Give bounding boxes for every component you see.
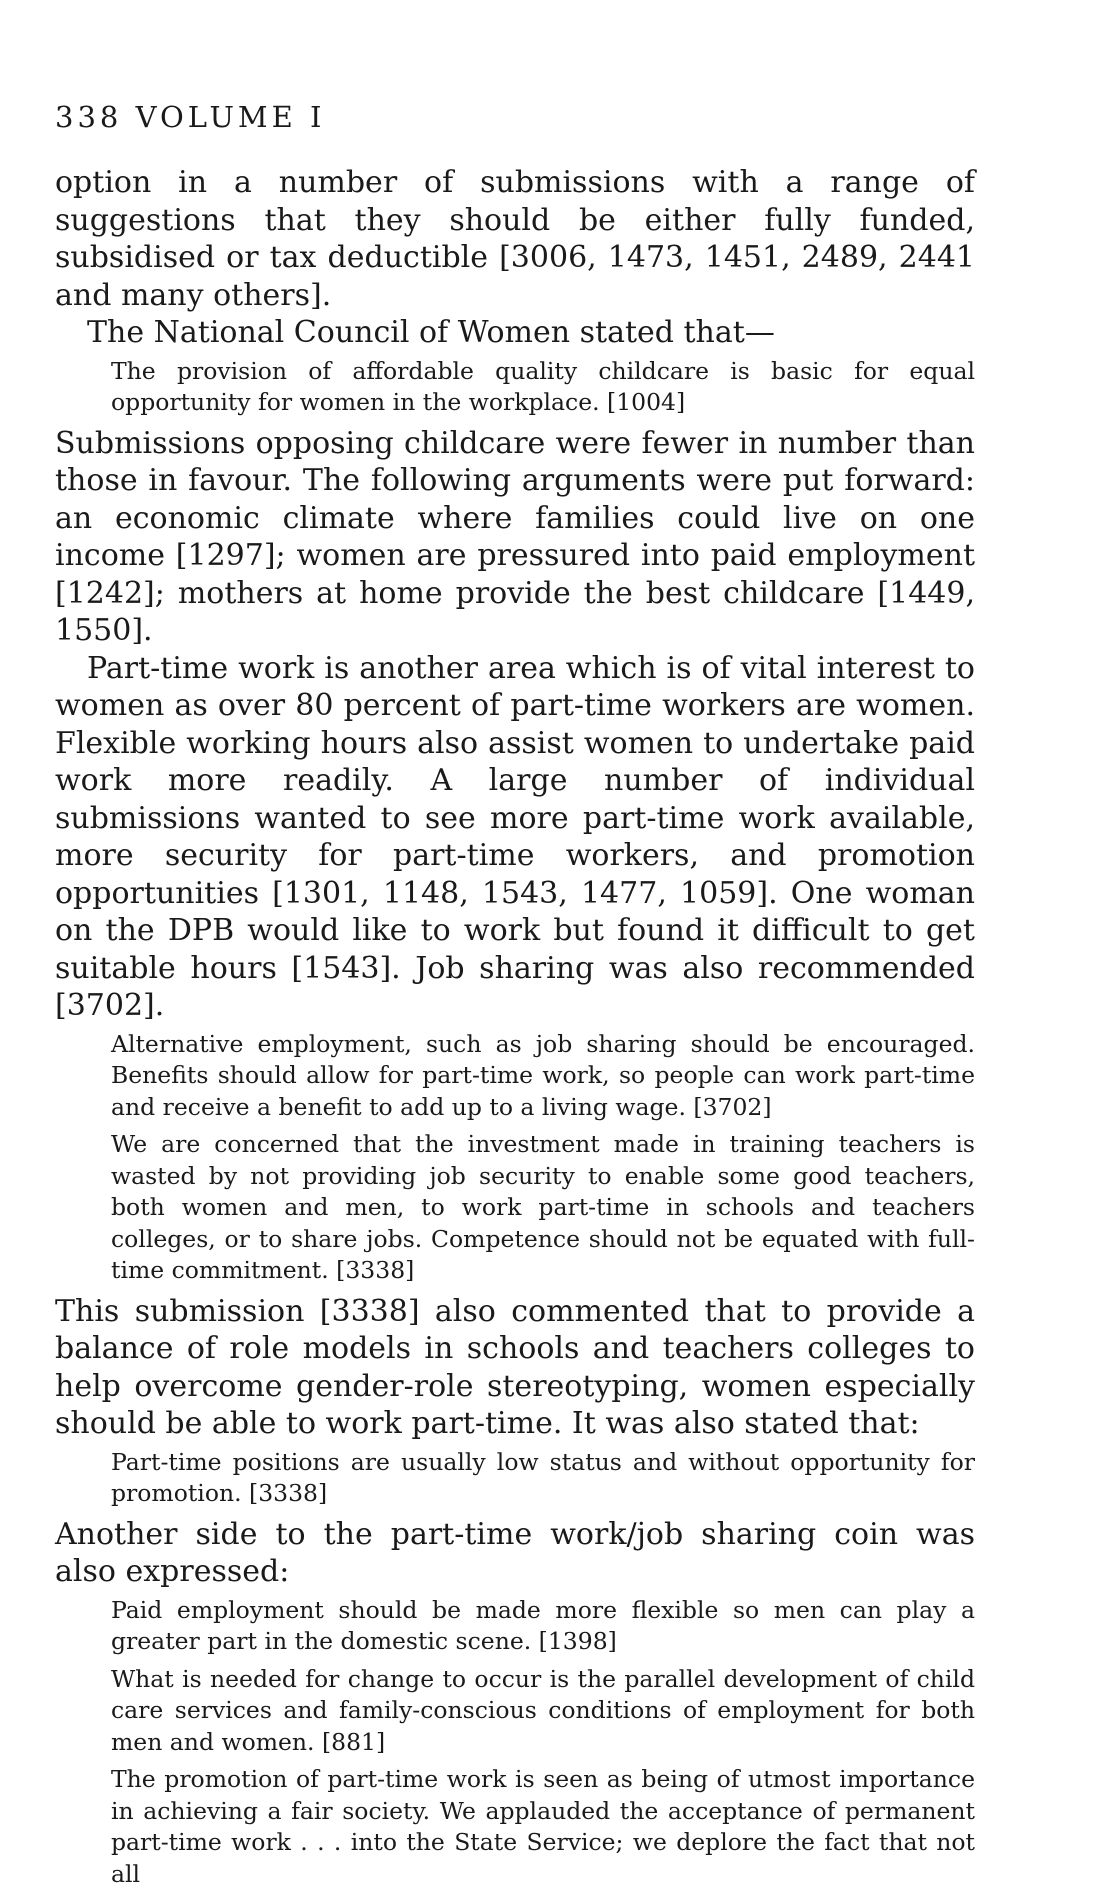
document-page <box>55 100 975 1896</box>
running-head <box>55 100 975 134</box>
quote-6: What is needed for change to occur is the parallel development of child care services and family-conscious conditions of employment for both men and women. [881] <box>111 1664 975 1756</box>
quote-4: Part-time positions are usually low status and without opportunity for promotion. [3338] <box>111 1447 975 1507</box>
paragraph-1: option in a number of submissions with a range of suggestions that they should be either fully funded, subsidised or tax deductible [3006, 1473, 1451, 2489, 2441 and many others]. <box>55 165 975 313</box>
quote-5: Paid employment should be made more flexible so men can play a greater part in the domestic scene. [1398] <box>111 1595 975 1655</box>
paragraph-6: Another side to the part-time work/job sharing coin was also expressed: <box>55 1516 975 1589</box>
page-number: 338 <box>55 100 123 134</box>
volume-label: VOLUME I <box>135 100 326 134</box>
quote-7: The promotion of part-time work is seen as being of utmost importance in achieving a fair society. We applauded the acceptance of permanent part-time work . . . into the State Service; we deplore the fact that not all <box>111 1765 975 1888</box>
paragraph-4: Part-time work is another area which is of vital interest to women as over 80 percent of part-time workers are women. Flexible working hours also assist women to undertake paid work more readily. A large number of individual submissions wanted to see more part-time work available, more security for part-time workers, and promotion opportunities [1301, 1148, 1543, 1477, 1059]. One woman on the DPB would like to work but found it difficult to get suitable hours [1543]. Job sharing was also recommended [3702]. <box>55 650 975 1023</box>
paragraph-5: This submission [3338] also commented that to provide a balance of role models in schools and teachers colleges to help overcome gender-role stereotyping, women especially should be able to work part-time. It was also stated that: <box>55 1293 975 1441</box>
quote-1: The provision of affordable quality childcare is basic for equal opportunity for women in the workplace. [1004] <box>111 356 975 416</box>
quote-3: We are concerned that the investment made in training teachers is wasted by not providing job security to enable some good teachers, both women and men, to work part-time in schools and teachers colleges, or to share jobs. Competence should not be equated with full-time commitment. [3338] <box>111 1130 975 1284</box>
quote-2: Alternative employment, such as job sharing should be encouraged. Benefits should allow for part-time work, so people can work part-time and receive a benefit to add up to a living wage. [3702] <box>111 1029 975 1121</box>
paragraph-3: Submissions opposing childcare were fewer in number than those in favour. The following arguments were put forward: an economic climate where families could live on one income [1297]; women are pressured into paid employment [1242]; mothers at home provide the best childcare [1449, 1550]. <box>55 425 975 648</box>
paragraph-2: The National Council of Women stated that— <box>87 315 775 350</box>
